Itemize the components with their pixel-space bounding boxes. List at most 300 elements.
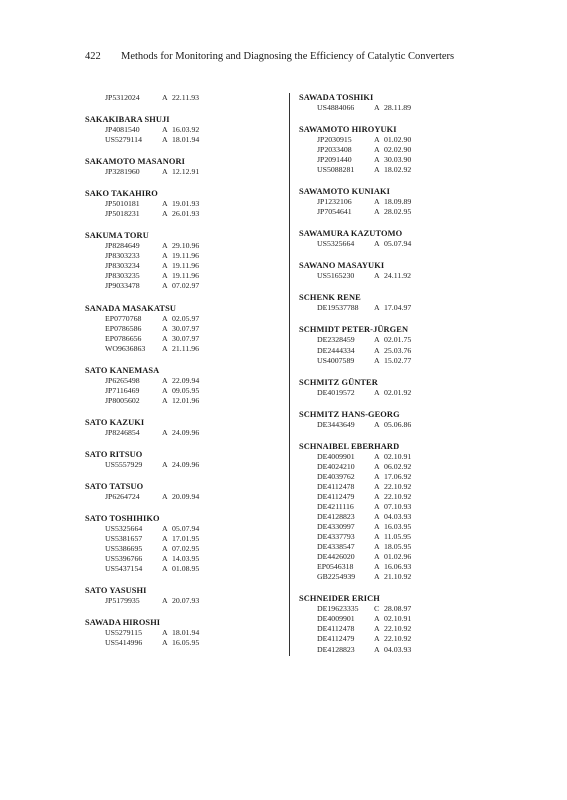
publication-date: 16.06.93 bbox=[384, 562, 412, 572]
patent-entry bbox=[85, 396, 280, 406]
patent-number: DE3443649 bbox=[317, 419, 355, 429]
patent-entry bbox=[85, 199, 280, 209]
patent-number: JP6264724 bbox=[105, 491, 140, 501]
kind-code: A bbox=[162, 459, 168, 469]
publication-date: 07.02.95 bbox=[172, 544, 200, 554]
kind-code: A bbox=[162, 523, 168, 533]
patent-entry bbox=[85, 386, 280, 396]
inventor-name: SATO TOSHIHIKO bbox=[85, 513, 160, 523]
patent-entry bbox=[299, 634, 499, 644]
inventor-group bbox=[85, 157, 280, 177]
inventor-name: SATO YASUSHI bbox=[85, 586, 147, 596]
patent-number: US5165230 bbox=[317, 271, 355, 281]
left-column bbox=[85, 93, 280, 660]
patent-entry bbox=[85, 628, 280, 638]
kind-code: A bbox=[374, 644, 380, 654]
publication-date: 21.11.96 bbox=[172, 343, 199, 353]
patent-number: JP1232106 bbox=[317, 197, 352, 207]
publication-date: 07.02.97 bbox=[172, 281, 200, 291]
inventor-name: SCHMITZ GÜNTER bbox=[299, 377, 378, 387]
patent-number: JP2033408 bbox=[317, 145, 352, 155]
patent-entry bbox=[85, 344, 280, 354]
publication-date: 19.11.96 bbox=[172, 271, 199, 281]
patent-entry bbox=[85, 314, 280, 324]
inventor-name: SATO RITSUO bbox=[85, 449, 143, 459]
patent-number: US5386695 bbox=[105, 544, 143, 554]
kind-code: A bbox=[162, 554, 168, 564]
patent-number: EP0770768 bbox=[105, 313, 142, 323]
patent-entry bbox=[299, 239, 499, 249]
kind-code: A bbox=[162, 261, 168, 271]
kind-code: A bbox=[162, 313, 168, 323]
patent-number: JP5018231 bbox=[105, 209, 140, 219]
inventor-group bbox=[85, 450, 280, 470]
patent-number: US5381657 bbox=[105, 534, 143, 544]
patent-number: DE4338547 bbox=[317, 542, 355, 552]
publication-date: 29.10.96 bbox=[172, 241, 200, 251]
patent-number: US4007589 bbox=[317, 355, 355, 365]
patent-entry bbox=[85, 554, 280, 564]
publication-date: 05.07.94 bbox=[384, 239, 412, 249]
patent-number: US5088281 bbox=[317, 165, 355, 175]
publication-date: 19.01.93 bbox=[172, 199, 200, 209]
patent-number: DE4112479 bbox=[317, 634, 355, 644]
publication-date: 22.10.92 bbox=[384, 634, 412, 644]
patent-entry bbox=[299, 165, 499, 175]
kind-code: A bbox=[162, 333, 168, 343]
kind-code: A bbox=[374, 145, 380, 155]
patent-entry bbox=[85, 241, 280, 251]
kind-code: A bbox=[162, 375, 168, 385]
patent-entry bbox=[85, 564, 280, 574]
inventor-group bbox=[299, 261, 499, 281]
patent-entry bbox=[299, 492, 499, 502]
publication-date: 22.10.92 bbox=[384, 491, 412, 501]
kind-code: A bbox=[374, 451, 380, 461]
patent-entry bbox=[85, 324, 280, 334]
inventor-name: SAWAMURA KAZUTOMO bbox=[299, 229, 403, 239]
page-header bbox=[85, 51, 527, 62]
patent-entry bbox=[299, 103, 499, 113]
patent-entry bbox=[299, 645, 499, 655]
patent-entry bbox=[299, 271, 499, 281]
kind-code: A bbox=[374, 634, 380, 644]
kind-code: A bbox=[374, 419, 380, 429]
patent-entry bbox=[85, 534, 280, 544]
kind-code: A bbox=[374, 303, 380, 313]
kind-code: A bbox=[162, 135, 168, 145]
publication-date: 28.02.95 bbox=[384, 207, 412, 217]
publication-date: 20.07.93 bbox=[172, 596, 200, 606]
patent-entry bbox=[85, 544, 280, 554]
kind-code: A bbox=[162, 167, 168, 177]
patent-entry bbox=[299, 542, 499, 552]
publication-date: 18.02.92 bbox=[384, 165, 412, 175]
patent-number: DE4330997 bbox=[317, 522, 355, 532]
publication-date: 04.03.93 bbox=[384, 511, 412, 521]
inventor-name: SATO KAZUKI bbox=[85, 417, 145, 427]
patent-number: GB2254939 bbox=[317, 572, 356, 582]
publication-date: 18.05.95 bbox=[384, 542, 412, 552]
kind-code: A bbox=[374, 355, 380, 365]
patent-number: JP9033478 bbox=[105, 281, 140, 291]
patent-number: US5325664 bbox=[105, 523, 143, 533]
inventor-name: SAKUMA TORU bbox=[85, 231, 149, 241]
patent-number: US5279115 bbox=[105, 628, 142, 638]
kind-code: A bbox=[162, 93, 168, 102]
patent-number: EP0546318 bbox=[317, 562, 354, 572]
kind-code: A bbox=[162, 564, 168, 574]
kind-code: A bbox=[374, 542, 380, 552]
kind-code: A bbox=[374, 387, 380, 397]
patent-entry bbox=[299, 532, 499, 542]
publication-date: 18.09.89 bbox=[384, 197, 412, 207]
publication-date: 24.09.96 bbox=[172, 459, 200, 469]
patent-entry bbox=[85, 524, 280, 534]
patent-entry bbox=[299, 452, 499, 462]
kind-code: A bbox=[374, 271, 380, 281]
inventor-group bbox=[299, 325, 499, 365]
kind-code: A bbox=[162, 251, 168, 261]
publication-date: 15.02.77 bbox=[384, 355, 412, 365]
inventor-name: SCHMITZ HANS-GEORG bbox=[299, 409, 400, 419]
patent-number: DE4211116 bbox=[317, 501, 354, 511]
kind-code: A bbox=[374, 197, 380, 207]
patent-number: JP7054641 bbox=[317, 207, 352, 217]
publication-date: 11.05.95 bbox=[384, 532, 411, 542]
patent-number: US5557929 bbox=[105, 459, 143, 469]
patent-number: JP8284649 bbox=[105, 241, 140, 251]
right-column bbox=[299, 93, 499, 667]
publication-date: 30.07.97 bbox=[172, 323, 200, 333]
patent-number: DE4112478 bbox=[317, 481, 355, 491]
publication-date: 05.06.86 bbox=[384, 419, 412, 429]
patent-number: JP4081540 bbox=[105, 125, 140, 135]
publication-date: 12.01.96 bbox=[172, 395, 200, 405]
publication-date: 25.03.76 bbox=[384, 345, 412, 355]
kind-code: A bbox=[374, 345, 380, 355]
patent-number: WO9636863 bbox=[105, 343, 146, 353]
patent-number: JP2091440 bbox=[317, 155, 352, 165]
patent-entry bbox=[85, 261, 280, 271]
inventor-group bbox=[85, 618, 280, 648]
patent-entry bbox=[299, 207, 499, 217]
kind-code: A bbox=[374, 532, 380, 542]
patent-entry bbox=[85, 271, 280, 281]
running-title: Methods for Monitoring and Diagnosing the Efficiency of Catalytic Converters bbox=[121, 51, 455, 62]
patent-entry bbox=[299, 572, 499, 582]
publication-date: 28.08.97 bbox=[384, 604, 412, 614]
patent-entry bbox=[299, 482, 499, 492]
inventor-group bbox=[85, 189, 280, 219]
kind-code: A bbox=[162, 395, 168, 405]
publication-date: 02.01.75 bbox=[384, 335, 412, 345]
inventor-name: SAWAMOTO HIROYUKI bbox=[299, 125, 397, 135]
publication-date: 22.10.92 bbox=[384, 624, 412, 634]
kind-code: A bbox=[374, 165, 380, 175]
patent-number: JP5010181 bbox=[105, 199, 140, 209]
patent-entry bbox=[85, 376, 280, 386]
kind-code: A bbox=[162, 534, 168, 544]
kind-code: A bbox=[374, 461, 380, 471]
inventor-group bbox=[85, 304, 280, 354]
publication-date: 02.10.91 bbox=[384, 614, 412, 624]
kind-code: A bbox=[162, 628, 168, 638]
patent-entry bbox=[299, 512, 499, 522]
inventor-group bbox=[299, 378, 499, 398]
patent-entry bbox=[85, 428, 280, 438]
kind-code: A bbox=[374, 471, 380, 481]
kind-code: A bbox=[162, 241, 168, 251]
publication-date: 02.01.92 bbox=[384, 387, 412, 397]
inventor-name: SCHMIDT PETER-JÜRGEN bbox=[299, 325, 409, 335]
kind-code: A bbox=[162, 209, 168, 219]
patent-entry bbox=[85, 638, 280, 648]
inventor-group bbox=[85, 93, 280, 103]
inventor-group bbox=[85, 231, 280, 291]
patent-number: DE4128823 bbox=[317, 644, 355, 654]
patent-number: EP0786586 bbox=[105, 323, 142, 333]
publication-date: 17.01.95 bbox=[172, 534, 200, 544]
patent-entry bbox=[85, 125, 280, 135]
publication-date: 04.03.93 bbox=[384, 644, 412, 654]
kind-code: A bbox=[162, 385, 168, 395]
inventor-name: SAWADA HIROSHI bbox=[85, 618, 161, 628]
patent-entry bbox=[299, 155, 499, 165]
kind-code: A bbox=[374, 522, 380, 532]
publication-date: 07.10.93 bbox=[384, 501, 412, 511]
publication-date: 18.01.94 bbox=[172, 135, 200, 145]
kind-code: A bbox=[162, 491, 168, 501]
patent-entry bbox=[299, 614, 499, 624]
publication-date: 19.11.96 bbox=[172, 261, 199, 271]
inventor-name: SAKAKIBARA SHUJI bbox=[85, 115, 170, 125]
kind-code: A bbox=[374, 552, 380, 562]
patent-entry bbox=[299, 462, 499, 472]
publication-date: 16.03.95 bbox=[384, 522, 412, 532]
kind-code: A bbox=[374, 481, 380, 491]
patent-entry bbox=[85, 460, 280, 470]
inventor-group bbox=[299, 187, 499, 217]
publication-date: 01.02.90 bbox=[384, 135, 412, 145]
patent-entry bbox=[85, 209, 280, 219]
publication-date: 22.11.93 bbox=[172, 93, 199, 102]
kind-code: A bbox=[374, 501, 380, 511]
publication-date: 20.09.94 bbox=[172, 491, 200, 501]
publication-date: 22.10.92 bbox=[384, 481, 412, 491]
patent-number: JP8303234 bbox=[105, 261, 140, 271]
patent-number: US5437154 bbox=[105, 564, 143, 574]
kind-code: A bbox=[162, 271, 168, 281]
patent-entry bbox=[299, 356, 499, 366]
inventor-name: SCHNEIDER ERICH bbox=[299, 594, 380, 604]
publication-date: 01.08.95 bbox=[172, 564, 200, 574]
inventor-group bbox=[85, 586, 280, 606]
publication-date: 09.05.95 bbox=[172, 385, 200, 395]
kind-code: A bbox=[374, 135, 380, 145]
patent-number: DE4019572 bbox=[317, 387, 355, 397]
patent-entry bbox=[299, 145, 499, 155]
patent-number: JP8303233 bbox=[105, 251, 140, 261]
publication-date: 16.03.92 bbox=[172, 125, 200, 135]
inventor-group bbox=[85, 482, 280, 502]
patent-number: DE4039762 bbox=[317, 471, 355, 481]
inventor-group bbox=[299, 229, 499, 249]
patent-entry bbox=[299, 388, 499, 398]
patent-number: DE2328459 bbox=[317, 335, 355, 345]
patent-entry bbox=[299, 472, 499, 482]
patent-number: JP6265498 bbox=[105, 375, 140, 385]
kind-code: A bbox=[374, 207, 380, 217]
patent-number: JP5312024 bbox=[105, 93, 140, 102]
inventor-group bbox=[299, 293, 499, 313]
inventor-name: SANADA MASAKATSU bbox=[85, 303, 177, 313]
kind-code: A bbox=[162, 199, 168, 209]
publication-date: 05.07.94 bbox=[172, 523, 200, 533]
patent-number: DE4009901 bbox=[317, 614, 355, 624]
kind-code: A bbox=[374, 155, 380, 165]
inventor-name: SAWAMOTO KUNIAKI bbox=[299, 187, 391, 197]
patent-number: US5414996 bbox=[105, 638, 143, 648]
patent-number: US5325664 bbox=[317, 239, 355, 249]
kind-code: A bbox=[374, 624, 380, 634]
patent-entry bbox=[299, 135, 499, 145]
patent-number: JP8303235 bbox=[105, 271, 140, 281]
kind-code: A bbox=[162, 596, 168, 606]
column-divider bbox=[289, 93, 290, 656]
patent-entry bbox=[85, 596, 280, 606]
kind-code: A bbox=[162, 323, 168, 333]
patent-entry bbox=[299, 346, 499, 356]
inventor-group bbox=[299, 125, 499, 175]
publication-date: 24.09.96 bbox=[172, 427, 200, 437]
publication-date: 30.03.90 bbox=[384, 155, 412, 165]
publication-date: 22.09.94 bbox=[172, 375, 200, 385]
publication-date: 06.02.92 bbox=[384, 461, 412, 471]
patent-entry bbox=[299, 502, 499, 512]
patent-entry bbox=[299, 604, 499, 614]
inventor-name: SAKO TAKAHIRO bbox=[85, 189, 158, 199]
inventor-name: SATO KANEMASA bbox=[85, 365, 160, 375]
patent-entry bbox=[299, 522, 499, 532]
kind-code: C bbox=[374, 604, 380, 614]
patent-entry bbox=[85, 251, 280, 261]
patent-number: US4884066 bbox=[317, 103, 355, 112]
inventor-group bbox=[299, 442, 499, 583]
inventor-name: SCHENK RENE bbox=[299, 293, 361, 303]
patent-entry bbox=[85, 167, 280, 177]
publication-date: 17.06.92 bbox=[384, 471, 412, 481]
patent-number: DE4112479 bbox=[317, 491, 355, 501]
inventor-group bbox=[299, 594, 499, 654]
inventor-group bbox=[85, 366, 280, 406]
patent-number: JP3281960 bbox=[105, 167, 140, 177]
publication-date: 26.01.93 bbox=[172, 209, 200, 219]
publication-date: 02.02.90 bbox=[384, 145, 412, 155]
patent-entry bbox=[85, 93, 280, 103]
patent-number: DE4337793 bbox=[317, 532, 355, 542]
kind-code: A bbox=[374, 491, 380, 501]
patent-entry bbox=[85, 492, 280, 502]
patent-entry bbox=[299, 303, 499, 313]
patent-number: DE4112478 bbox=[317, 624, 355, 634]
kind-code: A bbox=[162, 427, 168, 437]
kind-code: A bbox=[374, 572, 380, 582]
patent-number: DE4009901 bbox=[317, 451, 355, 461]
publication-date: 01.02.96 bbox=[384, 552, 412, 562]
inventor-group bbox=[299, 410, 499, 430]
inventor-group bbox=[85, 418, 280, 438]
inventor-group bbox=[299, 93, 499, 113]
inventor-name: SAKAMOTO MASANORI bbox=[85, 157, 185, 167]
inventor-name: SCHNAIBEL EBERHARD bbox=[299, 441, 400, 451]
kind-code: A bbox=[374, 103, 380, 112]
patent-number: JP8005602 bbox=[105, 395, 140, 405]
patent-number: JP7116469 bbox=[105, 385, 140, 395]
patent-number: DE4128823 bbox=[317, 511, 355, 521]
publication-date: 18.01.94 bbox=[172, 628, 200, 638]
patent-entry bbox=[299, 335, 499, 345]
kind-code: A bbox=[374, 335, 380, 345]
patent-number: US5396766 bbox=[105, 554, 143, 564]
patent-number: EP0786656 bbox=[105, 333, 142, 343]
kind-code: A bbox=[162, 544, 168, 554]
page-number: 422 bbox=[85, 51, 101, 62]
kind-code: A bbox=[374, 614, 380, 624]
publication-date: 19.11.96 bbox=[172, 251, 199, 261]
kind-code: A bbox=[374, 511, 380, 521]
publication-date: 12.12.91 bbox=[172, 167, 200, 177]
publication-date: 28.11.89 bbox=[384, 103, 411, 112]
patent-entry bbox=[299, 552, 499, 562]
patent-number: US5279114 bbox=[105, 135, 142, 145]
publication-date: 24.11.92 bbox=[384, 271, 411, 281]
publication-date: 16.05.95 bbox=[172, 638, 200, 648]
kind-code: A bbox=[162, 125, 168, 135]
kind-code: A bbox=[374, 239, 380, 249]
inventor-group bbox=[85, 115, 280, 145]
patent-number: DE19537788 bbox=[317, 303, 359, 313]
publication-date: 02.05.97 bbox=[172, 313, 200, 323]
publication-date: 14.03.95 bbox=[172, 554, 200, 564]
patent-entry bbox=[85, 334, 280, 344]
patent-number: DE19623335 bbox=[317, 604, 359, 614]
patent-entry bbox=[299, 562, 499, 572]
publication-date: 30.07.97 bbox=[172, 333, 200, 343]
inventor-name: SAWANO MASAYUKI bbox=[299, 261, 385, 271]
kind-code: A bbox=[162, 638, 168, 648]
kind-code: A bbox=[162, 343, 168, 353]
patent-entry bbox=[85, 281, 280, 291]
publication-date: 21.10.92 bbox=[384, 572, 412, 582]
inventor-name: SATO TATSUO bbox=[85, 481, 144, 491]
patent-number: JP5179935 bbox=[105, 596, 140, 606]
publication-date: 02.10.91 bbox=[384, 451, 412, 461]
patent-number: DE4426020 bbox=[317, 552, 355, 562]
patent-number: JP2030915 bbox=[317, 135, 352, 145]
patent-entry bbox=[299, 197, 499, 207]
patent-number: DE2444334 bbox=[317, 345, 355, 355]
patent-number: JP8246854 bbox=[105, 427, 140, 437]
kind-code: A bbox=[374, 562, 380, 572]
inventor-group bbox=[85, 514, 280, 574]
patent-number: DE4024210 bbox=[317, 461, 355, 471]
patent-entry bbox=[85, 135, 280, 145]
patent-entry bbox=[299, 420, 499, 430]
inventor-name: SAWADA TOSHIKI bbox=[299, 93, 374, 102]
publication-date: 17.04.97 bbox=[384, 303, 412, 313]
kind-code: A bbox=[162, 281, 168, 291]
